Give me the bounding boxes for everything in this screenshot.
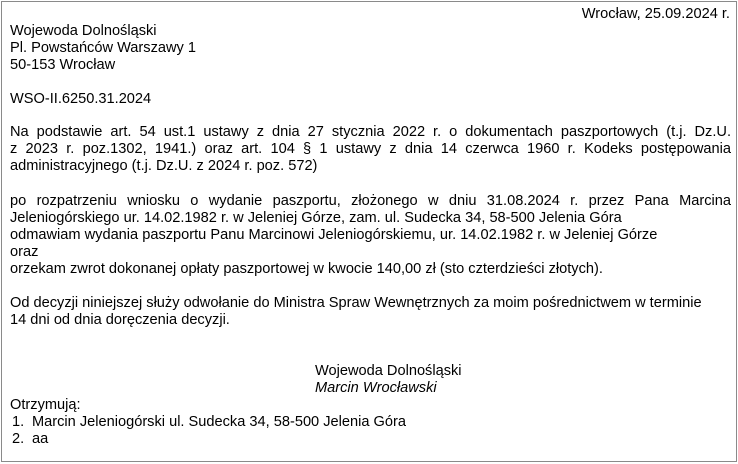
- decision-line-5: orzekam zwrot dokonanej opłaty paszportowej w kwocie 140,00 zł (sto czterdzieści złotych).: [10, 261, 603, 277]
- appeal-line-2: 14 dni od dnia doręczenia decyzji.: [10, 312, 230, 328]
- appeal-line-1: Od decyzji niniejszej służy odwołanie do Ministra Spraw Wewnętrznych za moim pośrednictwem w terminie: [10, 295, 702, 311]
- addressee-city: 50-153 Wrocław: [10, 57, 116, 73]
- decision-line-4: oraz: [10, 244, 39, 260]
- decision-line-2: Jeleniogórskiego ur. 14.02.1982 r. w Jeleniej Górze, zam. ul. Sudecka 34, 58-500 Jelenia Góra: [10, 210, 622, 226]
- addressee-street: Pl. Powstańców Warszawy 1: [10, 40, 196, 56]
- legal-basis-line-3: administracyjnego (t.j. Dz.U. z 2024 r. poz. 572): [10, 158, 318, 174]
- recipient-item: [12, 414, 406, 431]
- addressee-name: Wojewoda Dolnośląski: [10, 23, 157, 39]
- case-number: WSO-II.6250.31.2024: [10, 91, 152, 107]
- recipient-item: [12, 431, 48, 448]
- recipient-text: Marcin Jeleniogórski ul. Sudecka 34, 58-500 Jelenia Góra: [32, 414, 406, 430]
- legal-basis-line-2: z 2023 r. poz.1302, 1941.) oraz art. 104 § 1 ustawy z dnia 14 czerwca 1960 r. Kodeks postępowania: [10, 141, 731, 157]
- signature-name: Marcin Wrocławski: [315, 380, 437, 396]
- legal-basis-line-1: Na podstawie art. 54 ust.1 ustawy z dnia 27 stycznia 2022 r. o dokumentach paszportowych (t.j. Dz.U.: [10, 124, 731, 140]
- decision-line-1: po rozpatrzeniu wniosku o wydanie paszportu, złożonego w dniu 31.08.2024 r. przez Pana Marcina: [10, 193, 731, 209]
- document-page: [1, 1, 737, 462]
- recipient-number: 1.: [12, 414, 25, 430]
- recipient-number: 2.: [12, 431, 25, 447]
- signature-title: Wojewoda Dolnośląski: [315, 363, 462, 379]
- place-date: Wrocław, 25.09.2024 r.: [581, 6, 730, 22]
- recipients-heading: Otrzymują:: [10, 397, 81, 413]
- recipient-text: aa: [32, 431, 49, 447]
- decision-line-3: odmawiam wydania paszportu Panu Marcinowi Jeleniogórskiemu, ur. 14.02.1982 r. w Jeleniej Górze: [10, 227, 658, 243]
